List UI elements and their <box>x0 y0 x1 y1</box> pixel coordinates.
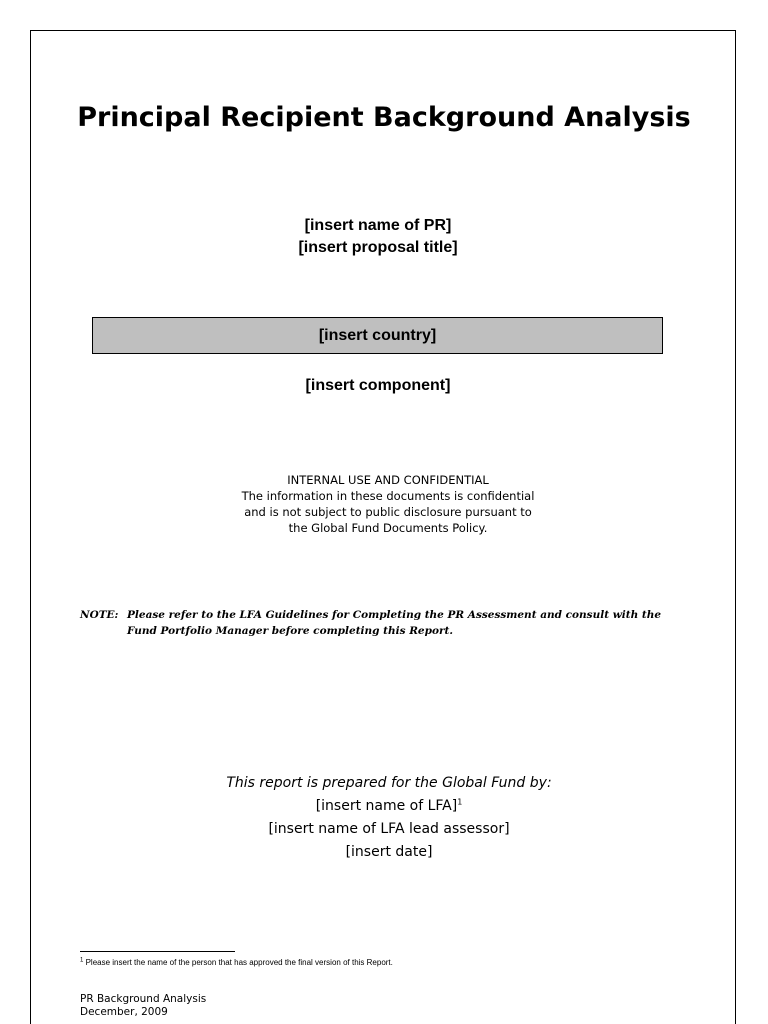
proposal-title-placeholder: [insert proposal title] <box>298 239 458 256</box>
country-placeholder: [insert country] <box>318 327 437 344</box>
pr-name-placeholder: [insert name of PR] <box>304 217 452 234</box>
note-label: NOTE: <box>80 609 119 621</box>
prepared-intro: This report is prepared for the Global Fund by: <box>226 775 552 791</box>
lfa-name-placeholder: [insert name of LFA] <box>315 798 458 814</box>
lfa-name-line <box>0 795 768 818</box>
note-block <box>80 607 720 639</box>
component-placeholder: [insert component] <box>305 377 451 394</box>
pr-info <box>0 215 756 259</box>
document-title: Principal Recipient Background Analysis <box>77 102 691 133</box>
page-footer <box>80 993 380 1019</box>
confidential-line: The information in these documents is confidential <box>241 489 535 503</box>
confidential-line: and is not subject to public disclosure pursuant to <box>244 505 532 519</box>
note-text-line2: Fund Portfolio Manager before completing this Report. <box>127 625 453 637</box>
confidential-heading: INTERNAL USE AND CONFIDENTIAL <box>287 473 489 487</box>
footer-document-name: PR Background Analysis <box>80 993 207 1005</box>
confidential-line: the Global Fund Documents Policy. <box>288 521 488 535</box>
footer-date: December, 2009 <box>80 1006 168 1018</box>
prepared-by-block <box>0 772 768 864</box>
lead-assessor-placeholder: [insert name of LFA lead assessor] <box>268 821 510 837</box>
confidentiality-notice <box>0 472 768 536</box>
country-banner <box>92 317 663 354</box>
footnote-text: Please insert the name of the person that has approved the final version of this Report. <box>85 958 393 967</box>
footnote-number: 1 <box>80 957 84 964</box>
footnote-separator <box>80 951 235 952</box>
footnote-marker: 1 <box>457 797 463 807</box>
note-text-line1: Please refer to the LFA Guidelines for Completing the PR Assessment and consult with the <box>127 609 662 621</box>
footnote <box>80 957 680 969</box>
date-placeholder: [insert date] <box>345 844 433 860</box>
